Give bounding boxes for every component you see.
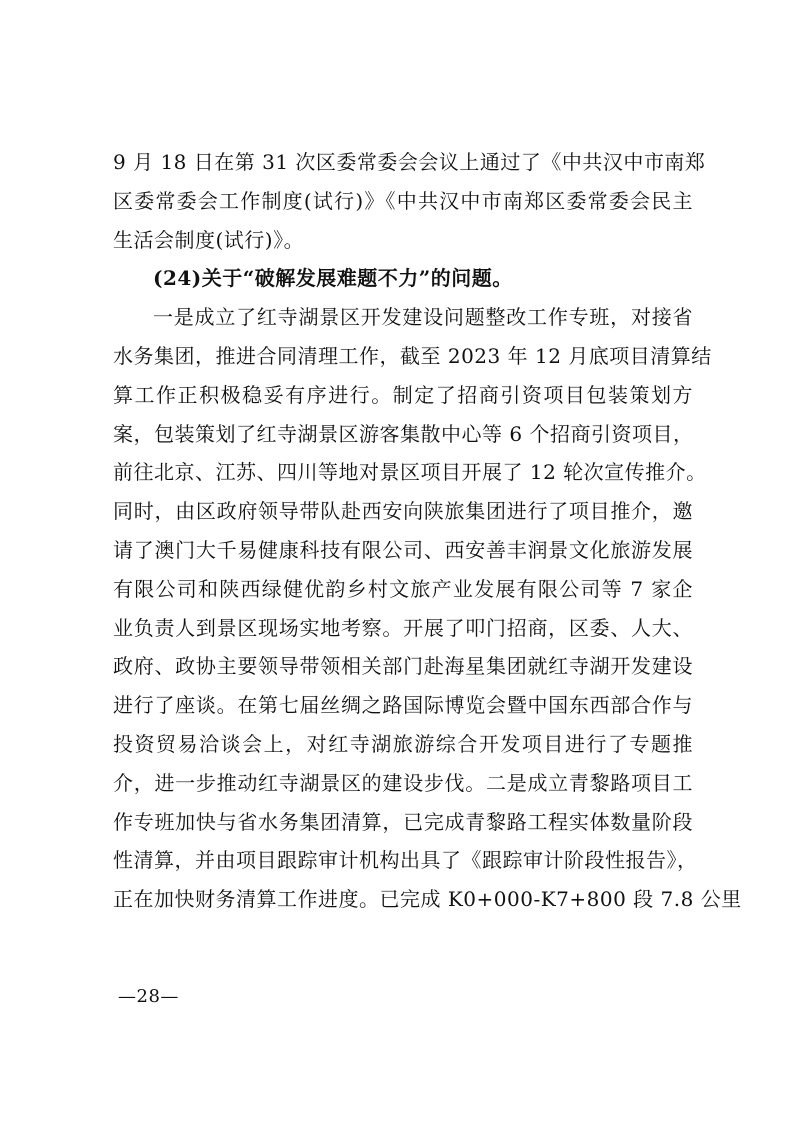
paragraph-2-line-11: 进行了座谈。在第七届丝绸之路国际博览会暨中国东西部合作与 [113, 693, 693, 718]
paragraph-1-line-3: 生活会制度(试行)》。 [113, 227, 305, 252]
paragraph-2-line-2: 水务集团，推进合同清理工作，截至 2023 年 12 月底项目清算结 [113, 343, 712, 368]
paragraph-2-line-14: 作专班加快与省水务集团清算，已完成青黎路工程实体数量阶段 [113, 809, 693, 834]
paragraph-2-line-10: 政府、政协主要领导带领相关部门赴海星集团就红寺湖开发建设 [113, 654, 693, 679]
section-heading: (24)关于“破解发展难题不力”的问题。 [153, 266, 513, 291]
paragraph-2-line-6: 同时，由区政府领导带队赴西安向陕旅集团进行了项目推介，邀 [113, 499, 693, 524]
paragraph-2-line-3: 算工作正积极稳妥有序进行。制定了招商引资项目包装策划方 [113, 382, 693, 407]
page-number: —28— [118, 986, 179, 1007]
paragraph-2-line-8: 有限公司和陕西绿健优韵乡村文旅产业发展有限公司等 7 家企 [113, 576, 693, 601]
paragraph-2-line-13: 介，进一步推动红寺湖景区的建设步伐。二是成立青黎路项目工 [113, 770, 693, 795]
paragraph-2-line-12: 投资贸易洽谈会上，对红寺湖旅游综合开发项目进行了专题推 [113, 731, 693, 756]
paragraph-2-line-1: 一是成立了红寺湖景区开发建设问题整改工作专班，对接省 [153, 305, 693, 330]
paragraph-2-line-16: 正在加快财务清算工作进度。已完成 K0+000-K7+800 段 7.8 公里 [113, 887, 742, 912]
paragraph-1-line-1: 9 月 18 日在第 31 次区委常委会会议上通过了《中共汉中市南郑 [113, 150, 706, 174]
paragraph-1-line-2: 区委常委会工作制度(试行)》《中共汉中市南郑区委常委会民主 [113, 188, 693, 213]
paragraph-2-line-7: 请了澳门大千易健康科技有限公司、西安善丰润景文化旅游发展 [113, 537, 693, 562]
paragraph-2-line-4: 案，包装策划了红寺湖景区游客集散中心等 6 个招商引资项目， [113, 421, 694, 446]
paragraph-2-line-9: 业负责人到景区现场实地考察。开展了叩门招商，区委、人大、 [113, 615, 693, 640]
document-body [113, 143, 742, 919]
paragraph-2-line-5: 前往北京、江苏、四川等地对景区项目开展了 12 轮次宣传推介。 [113, 460, 707, 485]
paragraph-2-line-15: 性清算，并由项目跟踪审计机构出具了《跟踪审计阶段性报告》， [113, 848, 698, 873]
